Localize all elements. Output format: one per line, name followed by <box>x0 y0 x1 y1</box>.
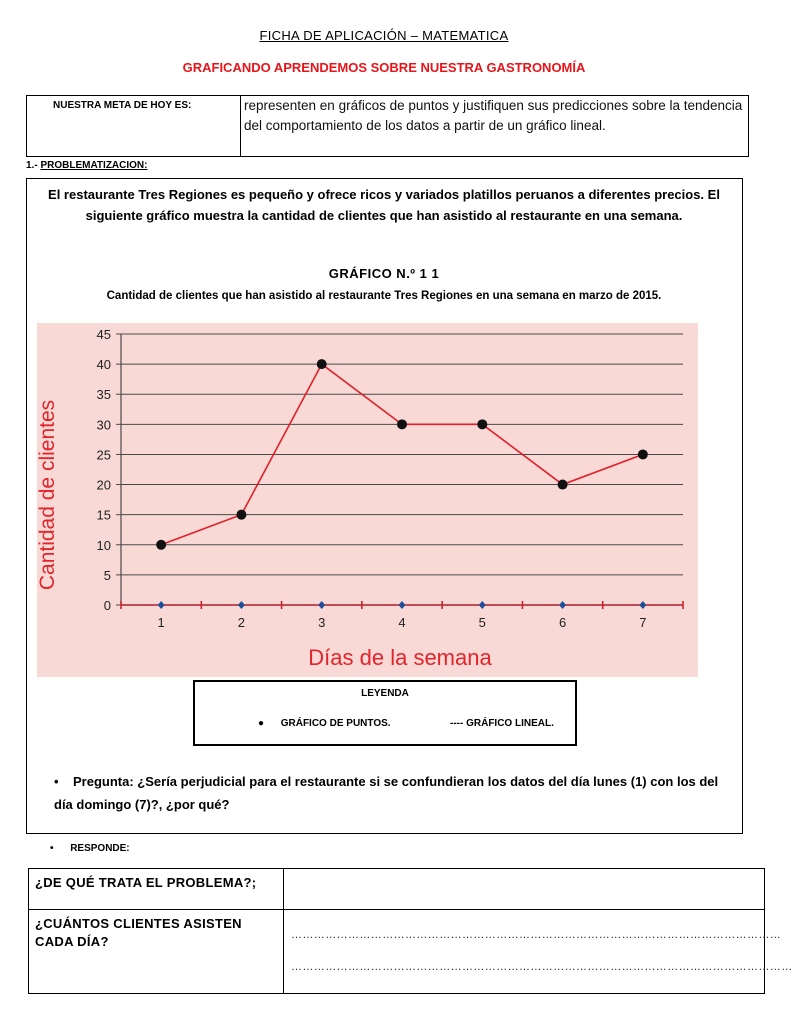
x-tick-label: 3 <box>318 615 326 630</box>
line-chart <box>37 323 698 677</box>
legend-title: LEYENDA <box>361 688 409 699</box>
data-point <box>236 510 246 520</box>
goal-label: NUESTRA META DE HOY ES: <box>27 96 241 156</box>
x-tick-label: 7 <box>639 615 647 630</box>
y-tick-label: 15 <box>96 507 111 523</box>
x-tick-label: 5 <box>478 615 486 630</box>
y-tick-label: 20 <box>96 477 111 493</box>
data-point <box>477 419 487 429</box>
data-point <box>638 449 648 459</box>
answer-question-2: ¿CUÁNTOS CLIENTES ASISTEN CADA DÍA? <box>35 916 242 949</box>
answer-field-line-2[interactable]: …………………………………………………………………………………………………………………… <box>291 961 793 973</box>
goal-table <box>26 95 749 157</box>
bullet-icon: • <box>50 843 54 854</box>
problem-intro: El restaurante Tres Regiones es pequeño y ofrece ricos y variados platillos peruanos a diferentes precios. El siguiente gráfico muestra la cantidad de clientes que han asistido al restaurante en una semana. <box>48 187 720 223</box>
question <box>54 770 734 816</box>
answer-table <box>28 868 793 994</box>
legend-points-label: GRÁFICO DE PUNTOS. <box>280 718 391 729</box>
chart-background <box>37 323 698 677</box>
data-point <box>317 359 327 369</box>
data-point <box>397 419 407 429</box>
y-tick-label: 10 <box>96 537 111 553</box>
goal-text: representen en gráficos de puntos y justifiquen sus predicciones sobre la tendencia del comportamiento de los datos a partir de un gráfico lineal. <box>244 98 743 133</box>
question-text: Pregunta: ¿Sería perjudicial para el restaurante si se confundieran los datos del día lunes (1) con los del día domingo (7)?, ¿por qué? <box>54 774 719 812</box>
y-tick-label: 45 <box>96 327 111 342</box>
bullet-icon: • <box>54 774 59 789</box>
section-heading-label: PROBLEMATIZACION: <box>40 160 148 171</box>
x-tick-label: 4 <box>398 615 406 630</box>
x-tick-label: 2 <box>237 615 246 630</box>
document-title: FICHA DE APLICACIÓN – MATEMATICA <box>259 28 509 43</box>
y-tick-label: 35 <box>96 387 111 403</box>
bullet-icon: ● <box>258 718 265 729</box>
x-axis-label: Días de la semana <box>308 645 492 670</box>
column-divider <box>283 869 284 993</box>
legend-points-item <box>258 718 391 729</box>
answer-field-line-1[interactable]: ………………………………………………………………………………………………………………… <box>291 929 782 941</box>
legend-line-label: ---- GRÁFICO LINEAL. <box>450 718 554 729</box>
chart-number-title: GRÁFICO N.º 1 1 <box>328 266 440 281</box>
data-point <box>156 540 166 550</box>
section-heading <box>26 160 147 171</box>
chart-caption: Cantidad de clientes que han asistido al restaurante Tres Regiones en una semana en marzo de 2015. <box>106 290 662 302</box>
y-tick-label: 40 <box>96 357 111 373</box>
y-tick-label: 30 <box>96 417 111 433</box>
data-point <box>558 480 568 490</box>
responde-heading <box>50 843 130 854</box>
y-tick-label: 5 <box>103 567 111 583</box>
x-tick-label: 6 <box>558 615 567 630</box>
answer-question-1: ¿DE QUÉ TRATA EL PROBLEMA?; <box>35 875 257 890</box>
y-tick-label: 0 <box>103 598 111 613</box>
document-subtitle: GRAFICANDO APRENDEMOS SOBRE NUESTRA GASTRONOMÍA <box>182 60 586 75</box>
responde-label: RESPONDE: <box>70 843 130 854</box>
y-tick-label: 25 <box>96 447 111 463</box>
section-number: 1.- <box>26 160 38 171</box>
x-tick-label: 1 <box>157 615 165 630</box>
y-axis-label: Cantidad de clientes <box>36 399 59 591</box>
